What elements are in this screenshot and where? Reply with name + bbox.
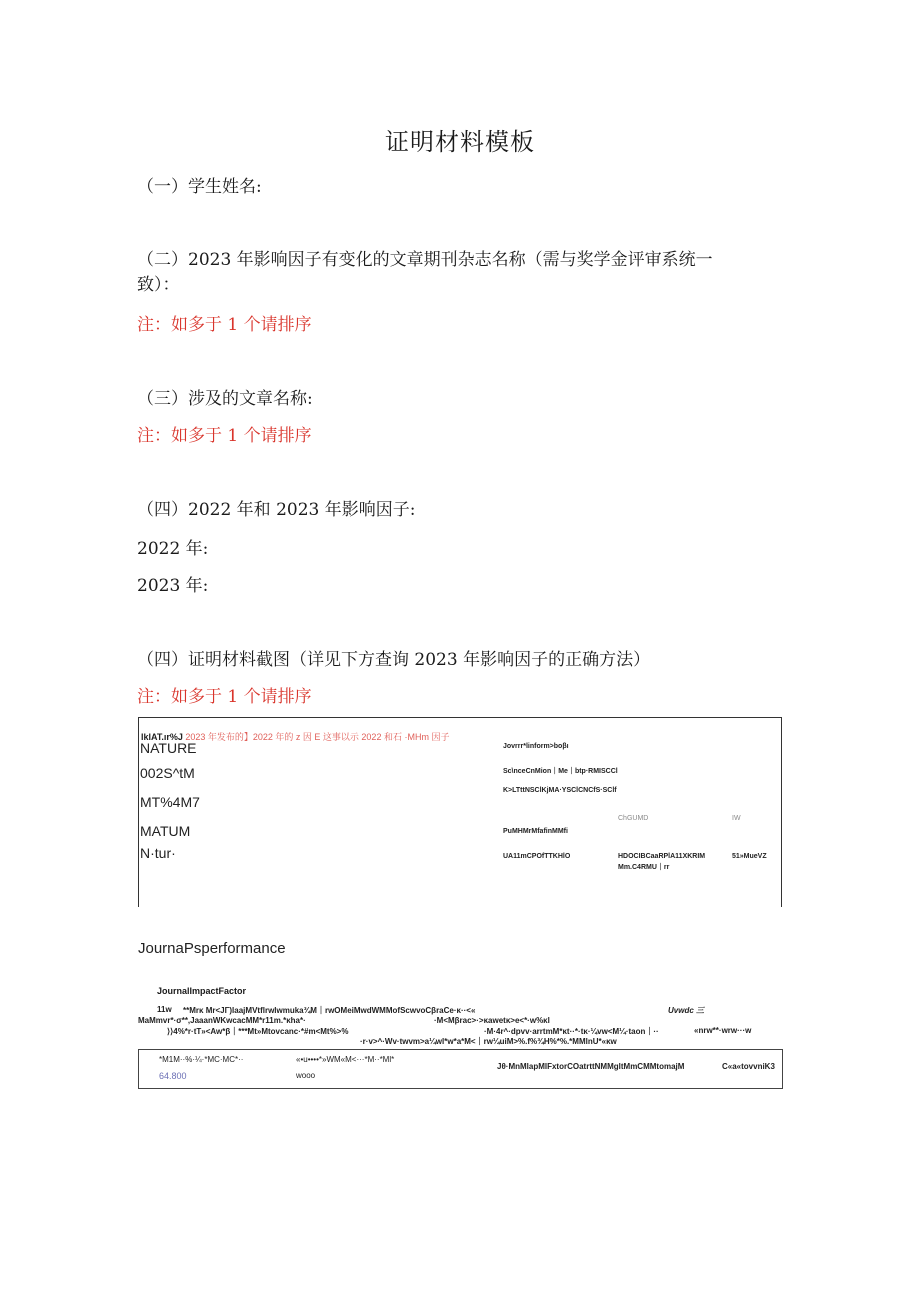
left-item: 002S^tM xyxy=(140,765,195,781)
impact-factor-value: 64.800 xyxy=(159,1071,187,1081)
garbled-text: MaMmvr*·σ**,JaaanWKwcacMM*r11m.*κha*· xyxy=(138,1016,306,1025)
note-ordering-1: 注：如多于 1 个请排序 xyxy=(137,315,312,335)
garbled-text: ·M·4r^·dpvv·arrtmM*κt··*·tκ·¼vw<M¼·taon｜·· xyxy=(484,1027,659,1036)
journal-performance-heading: JournaPsperformance xyxy=(138,940,286,957)
section-impact-factors: （四）2022 年和 2023 年影响因子: xyxy=(137,500,416,520)
garbled-text: **Mrκ Mr<JΓ)laajMVtflrwlwmuka¾M｜rwOMeiMwdWMMofScwvoCβraCe·κ··<« xyxy=(183,1006,476,1015)
garbled-text: ·r·v>^·Wv·twvm>a¼wl*w*a*M<｜rw¼uiM>%.f%¾H%*%.*MMlnU*«κw xyxy=(360,1037,617,1046)
note-ordering-3: 注：如多于 1 个请排序 xyxy=(137,687,312,707)
metric-sublabel: wooo xyxy=(296,1071,316,1080)
metric-label: C«a«tovvniK3 xyxy=(722,1062,775,1071)
garbled-text: ·M<Mβrac>·>κawetκ>e<*·w%κl xyxy=(434,1016,550,1025)
evidence-screenshot-2 xyxy=(138,1049,783,1089)
left-item: MT%4M7 xyxy=(140,794,200,810)
screenshot-header-bold: lklAT.ır%J xyxy=(141,732,183,742)
garbled-text: 11w xyxy=(157,1005,172,1014)
garbled-text: ⟩⟩4%*r·tT»<Aw*β｜***Mt»Mtovcanc·*#m<Mt%>% xyxy=(167,1027,349,1036)
left-item: N·tur· xyxy=(140,845,176,861)
issn-label: HDOCIBCaaRPlA11XKRIM xyxy=(618,853,706,860)
left-item: MATUM xyxy=(140,823,191,839)
publisher-address: UA11mCPOfTTKHlO xyxy=(503,853,571,860)
column-label: IW xyxy=(732,815,741,822)
eissn-label: 51»MueVZ xyxy=(732,853,767,860)
publisher-label: PuMHMrMfafinMMfi xyxy=(503,828,568,835)
science-citation-label: Sc\nceCnMion｜Me｜btp·RMISCCl xyxy=(503,768,618,775)
garbled-text: «nrw**·wrw···w xyxy=(694,1026,752,1035)
evidence-screenshot-1 xyxy=(138,717,782,907)
section-journal-name-line1: （二）2023 年影响因子有变化的文章期刊杂志名称（需与奖学金评审系统一 xyxy=(137,250,713,270)
impact-factor-2022: 2022 年: xyxy=(137,539,209,559)
publisher-country: ChGUMD xyxy=(618,815,649,822)
citation-index-label: K>LTttNSClKjMA·YSClCNCfS·SClf xyxy=(503,787,617,794)
metric-label: Jθ·MnMlapMlFxtorCOatrttNMMgltMmCMMtomajM xyxy=(497,1062,685,1071)
journal-information-label: Jovrrr*linform>boβı xyxy=(503,743,569,750)
section-journal-name-line2: 致）： xyxy=(137,275,180,295)
section-evidence-screenshot: （四）证明材料截图（详见下方查询 2023 年影响因子的正确方法） xyxy=(137,650,651,670)
issn-value: Mm.C4RMU｜rr xyxy=(618,864,670,871)
impact-factor-2023: 2023 年: xyxy=(137,576,209,596)
left-item: NATURE xyxy=(140,740,197,756)
journal-impact-factor-label: JournalImpactFactor xyxy=(157,986,247,996)
note-ordering-2: 注：如多于 1 个请排序 xyxy=(137,426,312,446)
metric-label: «•u••••*»WM«M<···*M··*Ml* xyxy=(296,1055,395,1064)
metric-label: *M1M··%·¼·*MC·MC*·· xyxy=(159,1055,244,1064)
document-title: 证明材料模板 xyxy=(385,128,535,156)
garbled-text: Uvwdc 三 xyxy=(668,1006,705,1015)
section-article-name: （三）涉及的文章名称: xyxy=(137,389,313,409)
screenshot-header-note: 2023 年发布的】2022 年的 z 因 E 这事以示 2022 和石 ·MHm 因子 xyxy=(185,732,450,742)
section-student-name: （一）学生姓名: xyxy=(137,177,262,197)
